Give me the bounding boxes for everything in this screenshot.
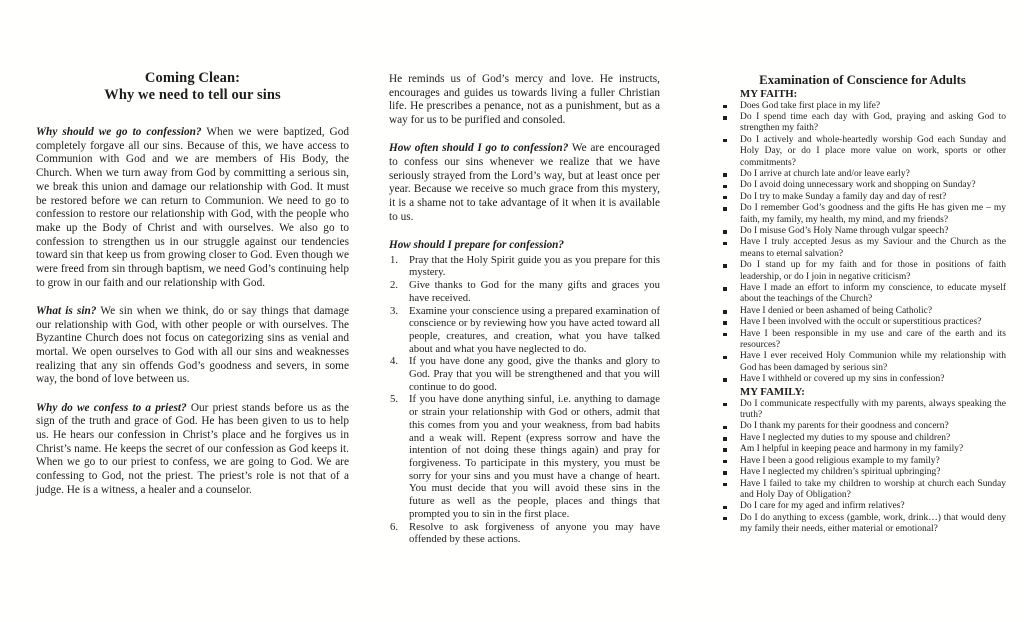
faith-item: Have I made an effort to inform my conscience, to educate myself about the teachings of the Church?	[719, 283, 1006, 306]
paragraph-confess-to-priest	[36, 402, 349, 498]
lead-question: Why should we go to confession?	[36, 126, 202, 138]
faith-item: Have I truly accepted Jesus as my Saviour and the Church as the means to eternal salvation?	[719, 237, 1006, 260]
faith-item: Do I arrive at church late and/or leave early?	[719, 169, 1006, 180]
lead-question: How often should I go to confession?	[389, 142, 569, 155]
faith-item: Do I misuse God’s Holy Name through vulgar speech?	[719, 226, 1006, 237]
step-item: Pray that the Holy Spirit guide you as you prepare for this mystery.	[409, 253, 660, 279]
step-item: If you have done anything sinful, i.e. anything to damage or strain your relationship with God or others, admit that this comes from you and your weakness, from bad habits and a weak will. Repent (express sorrow and have the intention of not doing these things again) and pray for forgiveness. To participate in this mystery, you must be sorry for your sins and you must have a change of heart. You must decide that you will avoid these sins in the future as well as the people, places and things that prompted you to sin in the first place.	[409, 393, 660, 520]
faith-item: Do I try to make Sunday a family day and day of rest?	[719, 192, 1006, 203]
family-item: Do I care for my aged and infirm relatives?	[719, 501, 1006, 512]
paragraph-what-is-sin	[36, 305, 349, 387]
examination-title: Examination of Conscience for Adults	[759, 73, 966, 87]
faith-list	[719, 101, 1006, 386]
column-right	[719, 73, 1006, 536]
faith-item: Do I spend time each day with God, praying and asking God to strengthen my faith?	[719, 112, 1006, 135]
column-middle	[389, 73, 660, 546]
faith-item: Have I withheld or covered up my sins in confession?	[719, 374, 1006, 385]
paragraph-text: We sin when we think, do or say things that damage our relationship with God, with other people or with ourselves. The Byzantine Church does not focus on categorizing sins as venial and mortal. We open ourselves to God with all our sins and weaknesses realizing that any sin offends God’s goodness and severs, in some way, the bond of love between us.	[36, 304, 349, 386]
paragraph-text: Our priest stands before us as the sign of the truth and grace of God. He has been given to us to help us. He hears our confession in Christ’s place and he forgives us in Christ’s name. He keeps the secret of our confession as God keeps it. When we go to our priest to confess, we are going to God. We are confessing to God, not the priest. The priest’s role is not that of a judge. He is a witness, a healer and a counselor.	[36, 401, 350, 496]
column-left	[36, 70, 349, 512]
paragraph-why-confession	[36, 126, 349, 290]
faith-item: Have I been involved with the occult or superstitious practices?	[719, 317, 1006, 328]
paragraph-text: When we were baptized, God completely forgave all our sins. Because of this, we have access to Communion with God and we are members of His Body, the Church. When we turn away from God by committing a serious sin, we break this union and damage our relationship with God. It must be restored before we can return to Communion. We need to go to confession to restore our relationship with God, with the people who make up the Body of Christ and with ourselves. We also go to confession to strengthen us in our struggle against our tendencies toward sin that keep us from growing closer to God. Even though we were freed from sin through baptism, we need God’s continuing help to grow in our faith and our relationship with God.	[36, 126, 349, 289]
family-item: Have I neglected my children’s spiritual upbringing?	[719, 467, 1006, 478]
faith-item: Do I stand up for my faith and for those in positions of faith leadership, or do I join in negative criticism?	[719, 260, 1006, 283]
lead-question: What is sin?	[36, 304, 97, 317]
lead-question: Why do we confess to a priest?	[36, 401, 187, 414]
faith-item: Does God take first place in my life?	[719, 101, 1006, 112]
faith-item: Have I been responsible in my use and care of the earth and its resources?	[719, 329, 1006, 352]
family-item: Do I do anything to excess (gamble, work, drink…) that would deny my family their needs, either material or emotional?	[719, 513, 1006, 536]
paragraph-text: He reminds us of God’s mercy and love. He instructs, encourages and guides us towards living a fuller Christian life. He prescribes a penance, not as a punishment, but as a way for us to be purified and consoled.	[389, 73, 660, 127]
faith-item: Do I actively and whole-heartedly worship God each Sunday and Holy Day, or do I place more value on work, sports or other commitments?	[719, 135, 1006, 169]
step-item: Resolve to ask forgiveness of anyone you may have offended by these actions.	[409, 520, 660, 546]
paragraph-how-often	[389, 142, 660, 224]
family-item: Do I communicate respectfully with my parents, always speaking the truth?	[719, 399, 1006, 422]
paragraph-priest-reminds	[389, 73, 660, 128]
faith-item: Have I denied or been ashamed of being Catholic?	[719, 306, 1006, 317]
family-item: Have I been a good religious example to my family?	[719, 456, 1006, 467]
faith-item: Do I avoid doing unnecessary work and shopping on Sunday?	[719, 180, 1006, 191]
family-item: Do I thank my parents for their goodness and concern?	[719, 421, 1006, 432]
preparation-steps	[389, 254, 660, 546]
family-item: Have I neglected my duties to my spouse and children?	[719, 433, 1006, 444]
step-item: If you have done any good, give the thanks and glory to God. Pray that you will be strengthened and that you will continue to do good.	[409, 355, 660, 393]
family-list	[719, 399, 1006, 536]
paragraph-text: We are encouraged to confess our sins whenever we realize that we have seriously strayed from the Lord’s way, but at least once per year. Because we receive so much grace from this mystery, it is a shame not to take advantage of it when it is available to us.	[389, 142, 661, 223]
preparation-heading: How should I prepare for confession?	[389, 239, 564, 252]
pamphlet-title-line2: Why we need to tell our sins	[104, 86, 281, 103]
pamphlet-title	[36, 70, 349, 103]
pamphlet-title-line1: Coming Clean:	[144, 70, 241, 86]
family-item: Have I failed to take my children to worship at church each Sunday and Holy Day of Obligation?	[719, 479, 1006, 502]
faith-heading: MY FAITH:	[740, 87, 798, 100]
family-heading: MY FAMILY:	[740, 385, 805, 398]
step-item: Give thanks to God for the many gifts and graces you have received.	[409, 279, 660, 304]
faith-item: Have I ever received Holy Communion while my relationship with God has been damaged by serious sin?	[719, 351, 1006, 374]
family-item: Am I helpful in keeping peace and harmony in my family?	[719, 444, 1006, 455]
faith-item: Do I remember God’s goodness and the gifts He has given me – my faith, my family, my health, my mind, and my friends?	[719, 203, 1006, 226]
step-item: Examine your conscience using a prepared examination of conscience or by reviewing how you have acted toward all people, creatures, and creation, what you have talked about and what you have neglected to do.	[409, 304, 660, 355]
